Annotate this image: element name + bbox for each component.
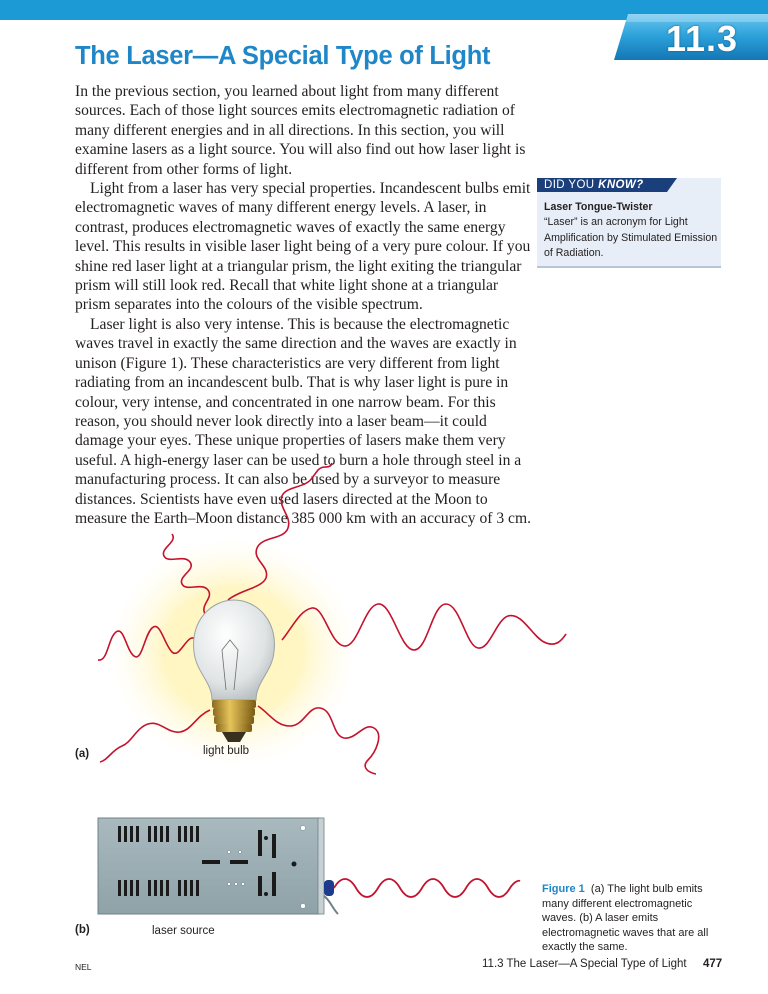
did-you-know-text: “Laser” is an acronym for Light Amplification by Stimulated Emission of Radiation. bbox=[544, 216, 718, 259]
did-you-know-label-bold: KNOW? bbox=[598, 179, 644, 191]
paragraph-1: In the previous section, you learned about light from many different sources. Each of those light sources emits electromagnetic radiation of many different energies and in all directions. In this section, you will examine lasers as a light source. You will also find out how laser light is different from other forms of light. bbox=[75, 83, 526, 178]
laser-aperture bbox=[324, 880, 334, 896]
caption-light-bulb: light bulb bbox=[203, 745, 250, 757]
footer-publisher: NEL bbox=[75, 962, 92, 972]
figure-caption-text: (a) The light bulb emits many different electromagnetic waves. (b) A laser emits electromagnetic waves that are all exactly the same. bbox=[542, 883, 709, 954]
figure-label-a: (a) bbox=[75, 748, 90, 760]
page-number: 477 bbox=[703, 958, 723, 970]
paragraph-3: Laser light is also very intense. This is because the electromagnetic waves travel in exactly the same direction and the waves are exactly in unison (Figure 1). These characteristics are very different from light radiating from an incandescent bulb. That is why laser light is pure in colour, very intense, and concentrated in one narrow beam. For this reason, you should never look directly into a laser beam—it could damage your eyes. These unique properties of lasers make them very useful. A high-energy laser can be used to burn a hole through steel in a manufacturing process. It can also be used by a surveyor to measure distances. Scientists have even used lasers directed at the Moon to measure the Earth–Moon distance 385 000 km with an accuracy of 3 cm. bbox=[75, 315, 531, 527]
figure-number: Figure 1 bbox=[542, 883, 585, 895]
section-number: 11.3 bbox=[665, 18, 739, 59]
page-title: The Laser—A Special Type of Light bbox=[75, 42, 491, 70]
footer-running-title: 11.3 The Laser—A Special Type of Light bbox=[482, 958, 687, 970]
caption-laser-source: laser source bbox=[152, 925, 215, 937]
figure-label-b: (b) bbox=[75, 924, 90, 936]
paragraph-2: Light from a laser has very special properties. Incandescent bulbs emit electromagnetic waves of many different energy levels. A laser, in contrast, produces electromagnetic waves of exactly the same energy level. This results in visible laser light being of a very pure colour. If you shine red laser light at a triangular prism, the light exiting the triangular prism will still look red. Recall that white light shone at a triangular prism separates into the colours of the visible spectrum. bbox=[75, 180, 531, 314]
did-you-know-heading: Laser Tongue-Twister bbox=[544, 201, 653, 213]
did-you-know-label: DID YOU bbox=[544, 179, 595, 191]
figure-caption bbox=[542, 882, 728, 955]
laser-source bbox=[98, 818, 338, 914]
laser-wave bbox=[334, 879, 520, 897]
